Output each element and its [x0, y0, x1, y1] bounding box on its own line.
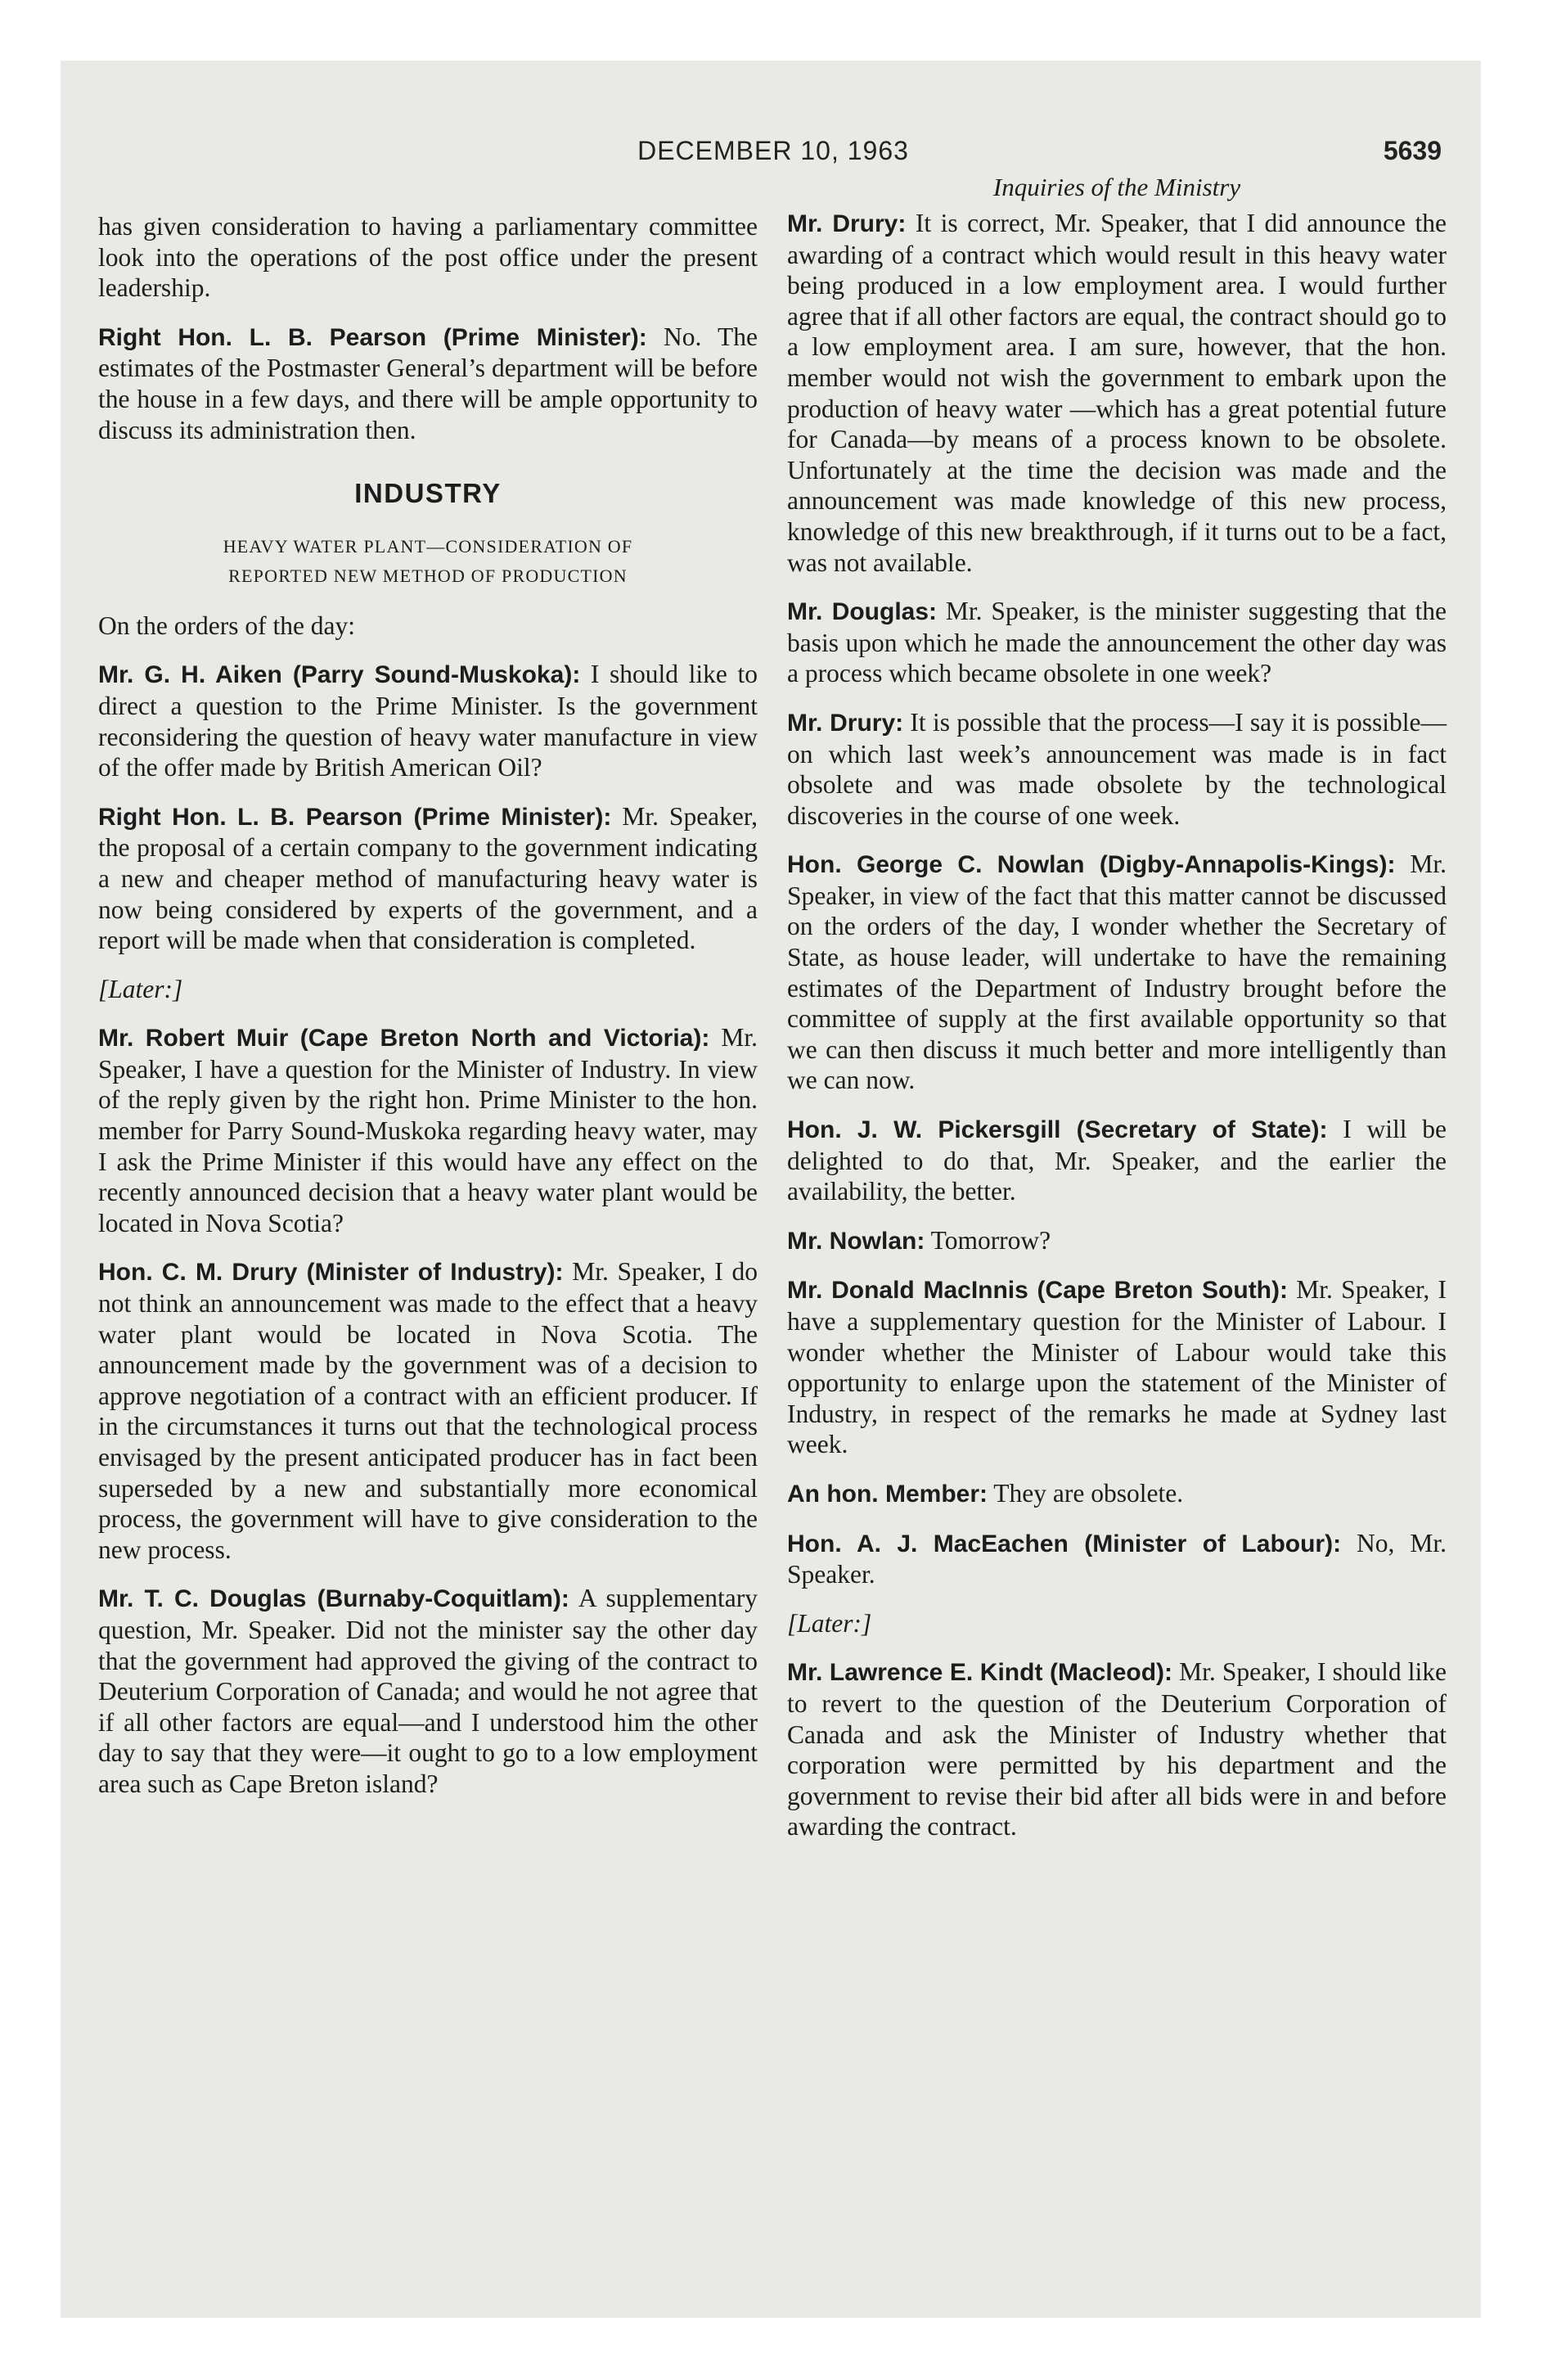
paragraph-text: I should like to direct a question to the Prime Minister. Is the government reconsidering the question of heavy water manufacture in view of the offer made by British American Oil? [98, 660, 758, 782]
paragraph-text: It is correct, Mr. Speaker, that I did announce the awarding of a contract which would result in this heavy water being produced in a low employment area. I would further agree that if all other factors are equal, the contract should go to a low employment area. I am sure, however, that the hon. member would not wish the government to embark upon the production of heavy water —which has a great potential future for Canada—by means of a process known to be obsolete. Unfortunately at the time the decision was made and the announcement was made knowledge of this new process, knowledge of this new breakthrough, if it turns out to be a fact, was not available. [787, 209, 1447, 577]
subheading-line: HEAVY WATER PLANT—CONSIDERATION OF [223, 535, 633, 557]
paragraph-text: Mr. Speaker, in view of the fact that this matter cannot be discussed on the orders of the day, I wonder whether the Secretary of State, as house leader, will undertake to have the remaining estimates of the Department of Industry brought before the committee of supply at the first available opportunity so that we can then discuss it much better and more intelligently than we can now. [787, 850, 1447, 1095]
paragraph [787, 596, 1447, 689]
paragraph-text: Mr. Speaker, I have a supplementary question for the Minister of Labour. I wonder whether the Minister of Labour would take this opportunity to enlarge upon the statement of the Minister of Industry, in respect of the remarks he made at Sydney last week. [787, 1275, 1447, 1459]
paragraph-text: They are obsolete. [988, 1478, 1184, 1508]
paragraph [98, 659, 758, 782]
speaker-name: Mr. Donald MacInnis (Cape Breton South): [787, 1277, 1288, 1305]
later-marker: [Later:] [787, 1608, 872, 1638]
speaker-name: Mr. Lawrence E. Kindt (Macleod): [787, 1659, 1173, 1687]
paragraph [98, 801, 758, 956]
speaker-name: Hon. A. J. MacEachen (Minister of Labour): [787, 1530, 1342, 1557]
paragraph [98, 1256, 758, 1565]
paragraph [787, 1114, 1447, 1207]
speaker-name: Hon. C. M. Drury (Minister of Industry): [98, 1259, 564, 1287]
speaker-name: Right Hon. L. B. Pearson (Prime Minister): [98, 323, 647, 351]
paragraph [787, 1225, 1447, 1257]
speaker-name: Mr. G. H. Aiken (Parry Sound-Muskoka): [98, 661, 581, 689]
speaker-name: Hon. George C. Nowlan (Digby-Annapolis-Kings): [787, 851, 1396, 879]
paragraph-text: No, Mr. Speaker. [787, 1528, 1447, 1589]
speaker-name: Hon. J. W. Pickersgill (Secretary of State): [787, 1116, 1328, 1144]
left-column [98, 211, 758, 1818]
paragraph-text: Mr. Speaker, I have a question for the Minister of Industry. In view of the reply given by the right hon. Prime Minister to the hon. member for Parry Sound-Muskoka regarding heavy water, may I ask the Prime Minister if this would have any effect on the recently announced decision that a heavy water plant would be located in Nova Scotia? [98, 1023, 758, 1237]
speaker-name: Mr. Nowlan: [787, 1227, 925, 1255]
paragraph-text: No. The estimates of the Postmaster General’s department will be before the house in a few days, and there will be ample opportunity to discuss its administration then. [98, 322, 758, 444]
running-header [98, 136, 1448, 169]
speaker-name: Mr. T. C. Douglas (Burnaby-Coquitlam): [98, 1585, 569, 1613]
paragraph-text: Mr. Speaker, is the minister suggesting that the basis upon which he made the announcement the other day was a process which became obsolete in one week? [787, 597, 1447, 688]
paragraph [98, 322, 758, 445]
speaker-name: An hon. Member: [787, 1480, 988, 1508]
paragraph [787, 1528, 1447, 1590]
right-column [787, 172, 1447, 1860]
paragraph-text: A supplementary question, Mr. Speaker. Did not the minister say the other day that the government had approved the giving of the contract to Deuterium Corporation of Canada; and would he not agree that if all other factors are equal—and I understood him the other day to say that they were—it ought to go to a low employment area such as Cape Breton island? [98, 1584, 758, 1798]
speaker-name: Mr. Robert Muir (Cape Breton North and Victoria): [98, 1025, 710, 1053]
paragraph [787, 707, 1447, 831]
paragraph [98, 1583, 758, 1799]
running-title: Inquiries of the Ministry [992, 173, 1241, 201]
page-number: 5639 [1383, 136, 1442, 165]
speaker-name: Mr. Drury: [787, 709, 904, 737]
paragraph [787, 208, 1447, 578]
subheading-line: REPORTED NEW METHOD OF PRODUCTION [228, 565, 628, 586]
paragraph-text: Mr. Speaker, the proposal of a certain company to the government indicating a new and cheaper method of manufacturing heavy water is now being considered by experts of the government, and a report will be made when that consideration is completed. [98, 801, 758, 955]
orders-line: On the orders of the day: [98, 611, 356, 640]
paragraph [98, 1022, 758, 1238]
subsection-heading [98, 532, 758, 591]
paragraph-text: Mr. Speaker, I do not think an announcement was made to the effect that a heavy water plant would be located in Nova Scotia. The announcement made by the government was of a decision to approve negotiation of a contract with an efficient producer. If in the circumstances it turns out that the technological process envisaged by the present anticipated producer has in fact been superseded by a new and substantially more economical process, the government will have to give consideration to the new process. [98, 1257, 758, 1564]
paragraph [787, 1274, 1447, 1460]
speaker-name: Mr. Drury: [787, 210, 907, 237]
later-marker: [Later:] [98, 974, 183, 1003]
paragraph-text: I will be delighted to do that, Mr. Speaker, and the earlier the availability, the better. [787, 1115, 1447, 1206]
speaker-name: Right Hon. L. B. Pearson (Prime Minister): [98, 803, 612, 831]
header-date: DECEMBER 10, 1963 [637, 136, 909, 165]
paragraph [787, 1478, 1447, 1510]
paragraph-text: Tomorrow? [925, 1225, 1051, 1255]
paragraph-text: Mr. Speaker, I should like to revert to the question of the Deuterium Corporation of Canada and ask the Minister of Industry whether that corporation were permitted by his department and the government to revise their bid after all bids were in and before awarding the contract. [787, 1657, 1447, 1841]
speaker-name: Mr. Douglas: [787, 598, 938, 626]
paragraph [787, 1657, 1447, 1842]
paragraph [787, 849, 1447, 1096]
paragraph-text: has given consideration to having a parliamentary committee look into the operations of the post office under the present leadership. [98, 212, 758, 303]
paragraph-text: It is possible that the process—I say it is possible—on which last week’s announcement was made is in fact obsolete and was made obsolete by the technological discoveries in the course of one week. [787, 707, 1447, 830]
paragraph [98, 211, 758, 304]
section-heading: INDUSTRY [354, 478, 502, 509]
